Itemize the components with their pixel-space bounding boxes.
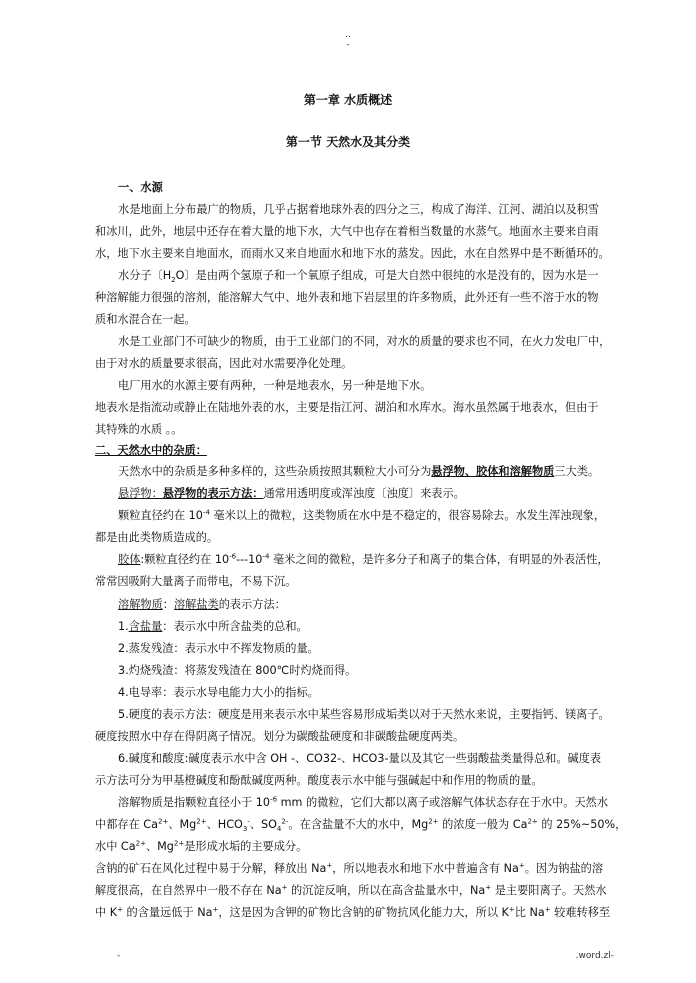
impurity-categories: 悬浮物、胶体和溶解物质 [431,465,555,478]
paragraph-line: 常常因吸附大量离子而带电，不易下沉。 [95,575,297,588]
paragraph-line: 电厂用水的水源主要有两种，一种是地表水，另一种是地下水。 [118,379,432,392]
paragraph-line: 含钠的矿石在风化过程中易于分解，释放出 Na+，所以地表水和地下水中普遍含有 Na+。因为钠盐的溶 [95,861,604,875]
header-dots: .. [345,30,351,40]
paragraph-line: 由于对水的质量要求很高，因此对水需要净化处理。 [95,357,353,370]
paragraph-line: 溶解物质是指颗粒直径小于 $10^{-6}$ mm 的微粒，它们大都以离子或溶解气体状态存在于水中。天然水 [118,795,609,809]
paragraph-line: 硬度按照水中存在得阴离子情况。划分为碳酸盐硬度和非碳酸盐硬度两类。 [95,730,465,743]
paragraph-line: 颗粒直径约在 $10^{-4}$ 毫米以上的微粒，这类物质在水中是不稳定的，很容易除去。水发生浑浊现象， [118,508,606,522]
footer-source: .word.zl- [575,951,614,961]
paragraph-line: 中 K+ 的含量远低于 Na+，这是因为含钾的矿物比含钠的矿物抗风化能力大，所以 K+比 Na+ 较难转移至 [95,905,611,919]
paragraph-line: 都是由此类物质造成的。 [95,531,219,544]
paragraph-line: 解度很高，在自然界中一般不存在 Na+ 的沉淀反响，所以在高含盐量水中，Na+ 是主要阳离子。天然水 [95,883,607,897]
paragraph-line: 水中 $Ca^{2+}$、$Mg^{2+}$是形成水垢的主要成分。 [95,839,308,853]
paragraph-line: 其特殊的水质 。。 [95,423,183,436]
section-title: 第一节 天然水及其分类 [285,135,411,149]
list-item: 2.蒸发残渣：表示水中不挥发物质的量。 [118,642,319,655]
paragraph-line: 水，地下水主要来自地面水，而雨水又来自地面水和地下水的蒸发。因此，水在自然界中是不断循环的。 [95,247,610,260]
list-item: 3.灼烧残渣：将蒸发残渣在 800℃时灼烧而得。 [118,664,357,677]
paragraph-line: 悬浮物：悬浮物的表示方法：通常用透明度或浑浊度〔浊度〕来表示。 [118,487,465,500]
header-dash: - [346,40,350,50]
footer-left-mark: - [117,951,121,961]
paragraph-line: 溶解物质：溶解盐类的表示方法： [118,598,286,611]
section-heading-water-source: 一、水源 [118,181,163,194]
chapter-title: 第一章 水质概述 [303,93,393,107]
list-item: 4.电导率：表示水导电能力大小的指标。 [118,686,319,699]
paragraph-line: 水是工业部门不可缺少的物质，由于工业部门的不同，对水的质量的要求也不同，在火力发电厂中， [118,335,611,348]
paragraph-line: 水是地面上分布最广的物质，几乎占据着地球外表的四分之三，构成了海洋、江河、湖泊以及积雪 [118,203,600,216]
paragraph-line: 和冰川，此外，地层中还存在着大量的地下水，大气中也存在着相当数量的水蒸气。地面水主要来自雨 [95,225,599,238]
list-item: 5.硬度的表示方法：硬度是用来表示水中某些容易形成垢类以对于天然水来说，主要指钙、镁离子。 [118,708,610,721]
list-item: 6.碱度和酸度:碱度表示水中含 OH -、CO32-、HCO3-量以及其它一些弱酸盐类量得总和。碱度表 [118,752,602,765]
paragraph-line: 中都存在 $Ca^{2+}$、$Mg^{2+}$、$HCO_3^-$、$SO_4^{2-}$。在含盐量不大的水中，$Mg^{2+}$ 的浓度一般为 $Ca^{2+}$ 的 25%~50%， [95,817,627,834]
paragraph-line: 水分子〔$H_2O$〕是由两个氢原子和一个氧原子组成，可是大自然中很纯的水是没有的，因为水是一 [118,269,599,285]
section-heading-impurities: 二、天然水中的杂质： [95,444,207,457]
paragraph-line: 天然水中的杂质是多种多样的，这些杂质按照其颗粒大小可分为悬浮物、胶体和溶解物质三大类。 [118,465,600,478]
paragraph-line: 种溶解能力很强的溶剂，能溶解大气中、地外表和地下岩层里的许多物质，此外还有一些不溶于水的物 [95,291,599,304]
paragraph-line: 质和水混合在一起。 [95,313,196,326]
paragraph-line: 示方法可分为甲基橙碱度和酚酞碱度两种。酸度表示水中能与强碱起中和作用的物质的量。 [95,774,543,787]
paragraph-line: 地表水是指流动或静止在陆地外表的水，主要是指江河、湖泊和水库水。海水虽然属于地表水，但由于 [95,401,599,414]
list-item: 1.含盐量：表示水中所含盐类的总和。 [118,620,308,633]
paragraph-line: 胶体:颗粒直径约在 $10^{-6}---10^{-4}$ 毫米之间的微粒，是许多分子和离子的集合体，有明显的外表活性， [118,552,609,566]
